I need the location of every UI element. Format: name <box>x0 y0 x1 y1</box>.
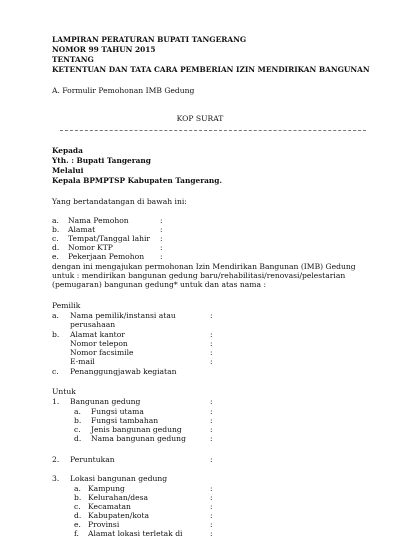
intro-text: Yang bertandatangan di bawah ini: <box>52 197 187 206</box>
location-sub-letter-c: c. <box>74 502 81 511</box>
untuk-building-type-colon: : <box>210 425 213 434</box>
location-kecamatan-colon: : <box>210 502 213 511</box>
pemilik-office-label: Alamat kantor <box>70 330 125 339</box>
untuk-building-type-label: Jenis bangunan gedung <box>91 425 182 434</box>
pemilik-letter-b: b. <box>52 330 60 339</box>
pemilik-office-colon: : <box>210 330 213 339</box>
pemilik-fax-colon: : <box>210 348 213 357</box>
applicant-letter-a: a. <box>52 216 59 225</box>
request-line-2: untuk : mendirikan bangunan gedung baru/rehabilitasi/renovasi/pelestarian <box>52 271 346 280</box>
kop-surat-label: KOP SURAT <box>176 114 224 123</box>
untuk-purpose-label: Peruntukan <box>70 455 115 464</box>
applicant-birth-colon: : <box>160 234 163 243</box>
untuk-sub-letter-b: b. <box>74 416 82 425</box>
pemilik-name-label: Nama pemilik/instansi atau <box>70 311 176 320</box>
applicant-name-label: Nama Pemohon <box>68 216 129 225</box>
location-kelurahan-colon: : <box>210 493 213 502</box>
applicant-letter-e: e. <box>52 252 59 261</box>
untuk-main-function-label: Fungsi utama <box>91 407 144 416</box>
section-title: A. Formulir Pemohonan IMB Gedung <box>52 86 195 95</box>
untuk-building-name-colon: : <box>210 434 213 443</box>
applicant-job-label: Pekerjaan Pemohon <box>68 252 145 261</box>
untuk-item2-num: 2. <box>52 455 60 464</box>
location-kabupaten-label: Kabupaten/kota <box>88 511 150 520</box>
pemilik-phone-colon: : <box>210 339 213 348</box>
location-address-colon: : <box>210 529 213 538</box>
location-kampung-label: Kampung <box>88 484 125 493</box>
untuk-sub-letter-d: d. <box>74 434 82 443</box>
pemilik-email-colon: : <box>210 357 213 366</box>
location-kabupaten-colon: : <box>210 511 213 520</box>
location-sub-letter-a: a. <box>74 484 81 493</box>
applicant-birth-label: Tempat/Tanggal lahir <box>68 234 151 243</box>
address-melalui: Melalui <box>52 166 84 175</box>
applicant-letter-b: b. <box>52 225 60 234</box>
pemilik-name-label-cont: perusahaan <box>70 320 116 329</box>
untuk-item1-num: 1. <box>52 397 60 406</box>
applicant-letter-d: d. <box>52 243 60 252</box>
location-provinsi-label: Provinsi <box>88 520 120 529</box>
location-address-label: Alamat lokasi terletak di <box>88 529 183 538</box>
address-kepada: Kepada <box>52 146 83 155</box>
header-line-1: LAMPIRAN PERATURAN BUPATI TANGERANG <box>52 35 247 44</box>
pemilik-email-label: E-mail <box>70 357 95 366</box>
location-sub-letter-d: d. <box>74 511 82 520</box>
applicant-address-label: Alamat <box>68 225 96 234</box>
pemilik-phone-label: Nomor telepon <box>70 339 128 348</box>
header-line-4: KETENTUAN DAN TATA CARA PEMBERIAN IZIN MENDIRIKAN BANGUNAN <box>52 65 370 74</box>
location-sub-letter-f: f. <box>74 529 79 538</box>
untuk-heading: Untuk <box>52 387 76 396</box>
untuk-building-colon: : <box>210 397 213 406</box>
untuk-extra-function-label: Fungsi tambahan <box>91 416 159 425</box>
untuk-building-name-label: Nama bangunan gedung <box>91 434 186 443</box>
untuk-item3-num: 3. <box>52 474 60 483</box>
location-kampung-colon: : <box>210 484 213 493</box>
untuk-sub-letter-c: c. <box>74 425 81 434</box>
request-line-1: dengan ini mengajukan permohonan Izin Mendirikan Bangunan (IMB) Gedung <box>52 262 356 271</box>
pemilik-heading: Pemilik <box>52 301 81 310</box>
pemilik-name-colon: : <box>210 311 213 320</box>
applicant-name-colon: : <box>160 216 163 225</box>
header-line-3: TENTANG <box>52 55 94 64</box>
pemilik-pic-label: Penanggungjawab kegiatan <box>70 367 177 376</box>
untuk-purpose-colon: : <box>210 455 213 464</box>
untuk-main-function-colon: : <box>210 407 213 416</box>
location-sub-letter-b: b. <box>74 493 82 502</box>
pemilik-letter-a: a. <box>52 311 59 320</box>
applicant-address-colon: : <box>160 225 163 234</box>
location-kelurahan-label: Kelurahan/desa <box>88 493 149 502</box>
applicant-letter-c: c. <box>52 234 59 243</box>
address-kepala: Kepala BPMPTSP Kabupaten Tangerang. <box>52 176 222 185</box>
pemilik-fax-label: Nomor facsimile <box>70 348 134 357</box>
applicant-job-colon: : <box>160 252 163 261</box>
location-sub-letter-e: e. <box>74 520 81 529</box>
location-provinsi-colon: : <box>210 520 213 529</box>
untuk-location-label: Lokasi bangunan gedung <box>70 474 168 483</box>
location-kecamatan-label: Kecamatan <box>88 502 131 511</box>
pemilik-letter-c: c. <box>52 367 59 376</box>
untuk-extra-function-colon: : <box>210 416 213 425</box>
request-line-3: (pemugaran) bangunan gedung* untuk dan atas nama : <box>52 280 267 289</box>
address-yth: Yth. : Bupati Tangerang <box>52 156 151 165</box>
untuk-sub-letter-a: a. <box>74 407 81 416</box>
kop-surat-divider <box>60 130 366 131</box>
header-line-2: NOMOR 99 TAHUN 2015 <box>52 45 156 54</box>
applicant-ktp-label: Nomor KTP <box>68 243 113 252</box>
untuk-building-label: Bangunan gedung <box>70 397 141 406</box>
applicant-ktp-colon: : <box>160 243 163 252</box>
